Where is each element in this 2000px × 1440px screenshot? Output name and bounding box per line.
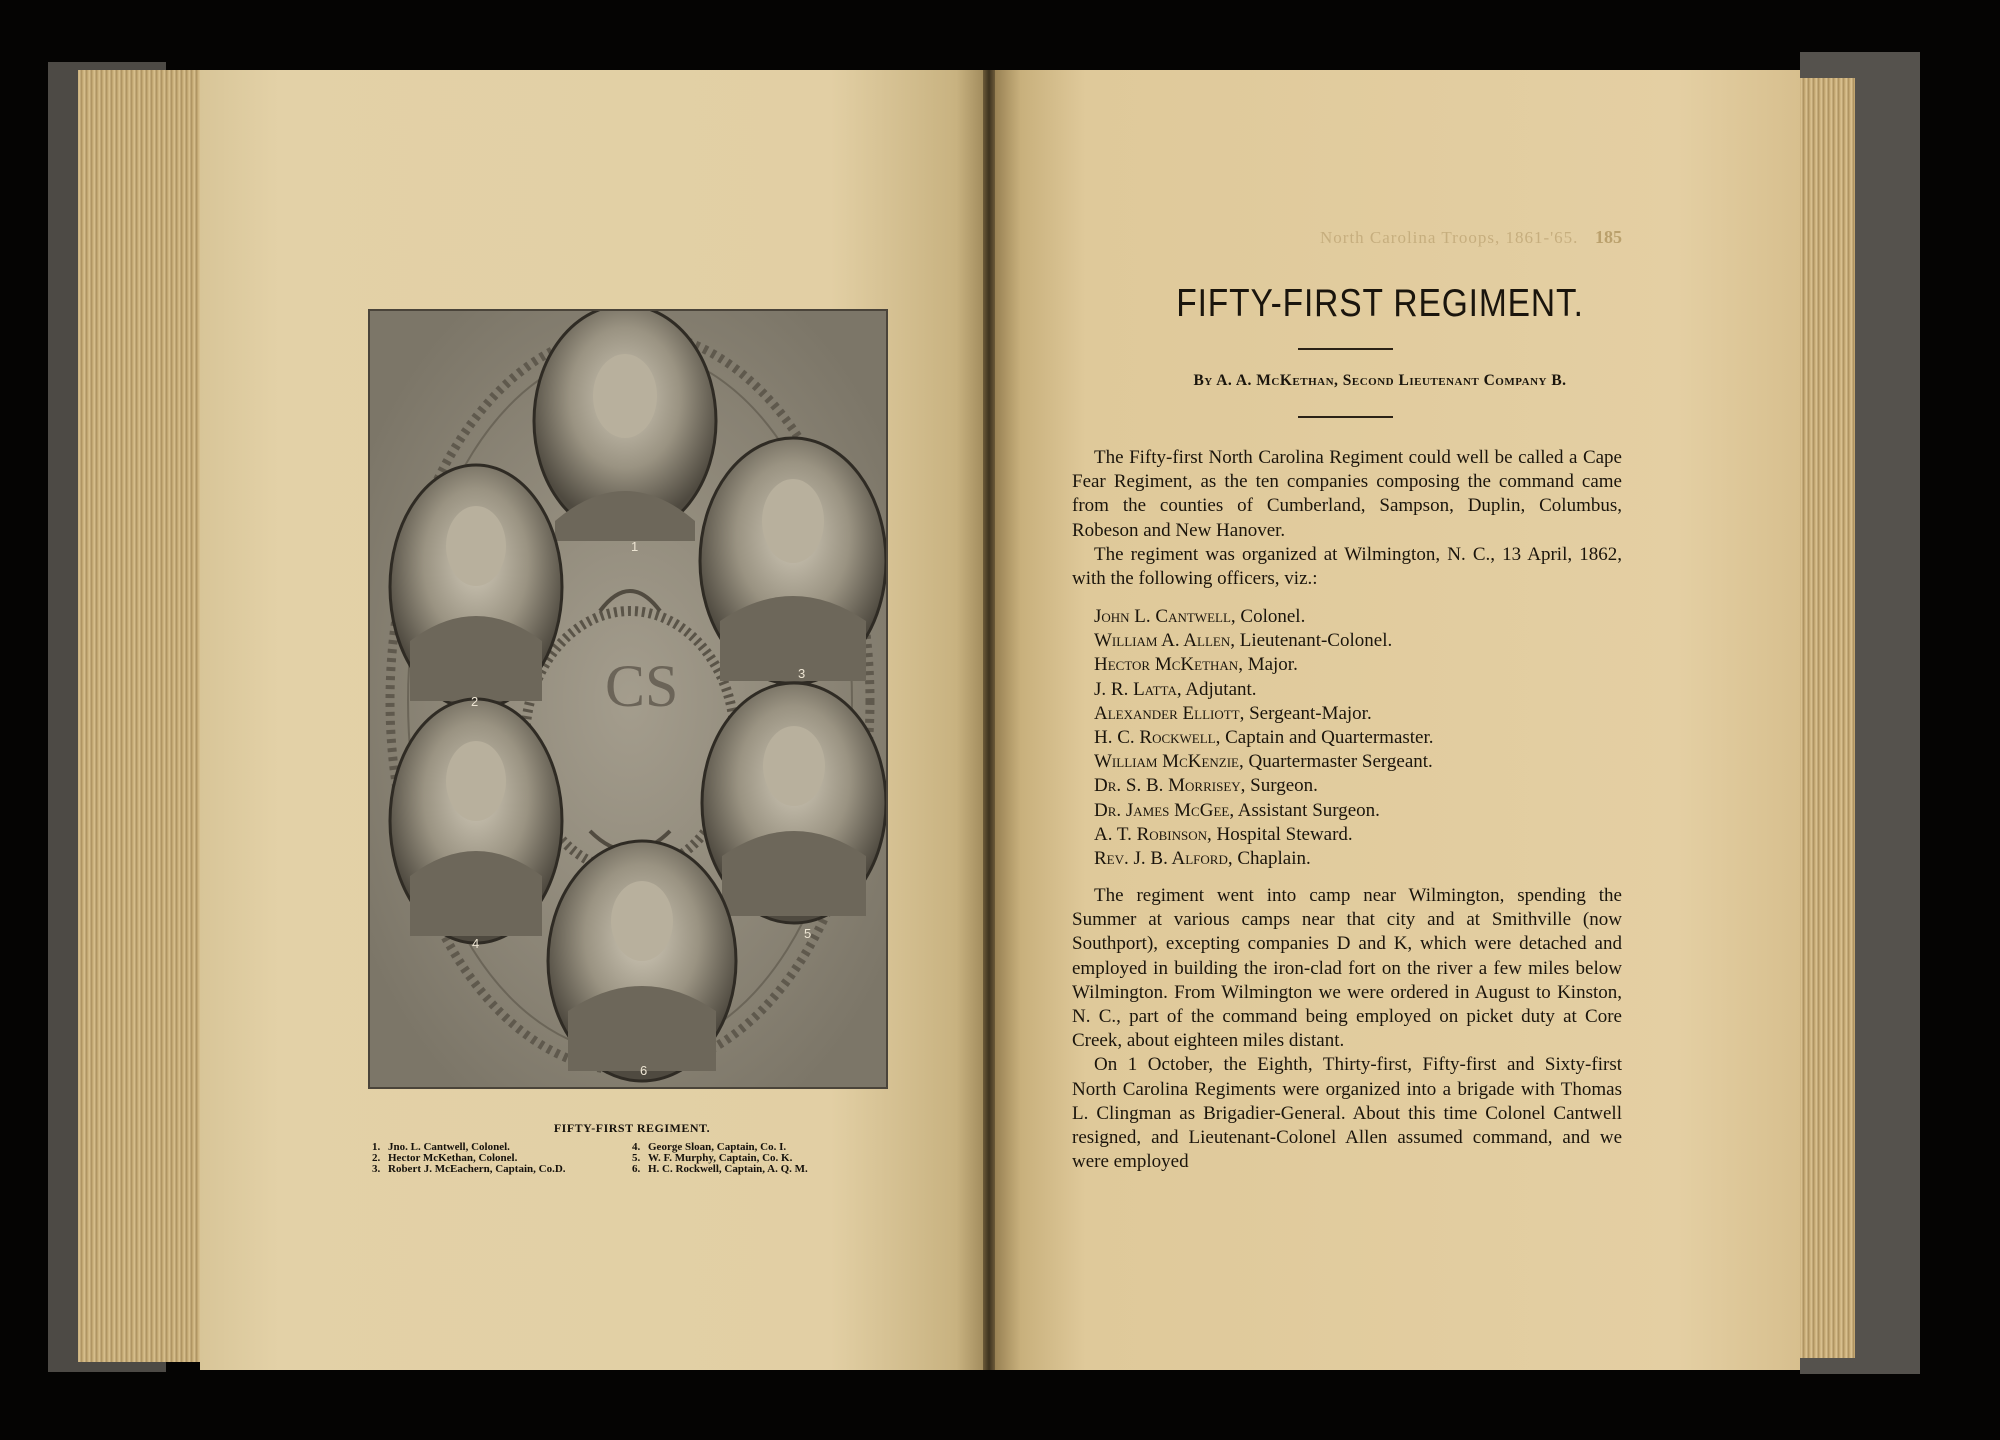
- portrait-number-2: 2: [471, 694, 479, 709]
- caption-item: 3. Robert J. McEachern, Captain, Co.D.: [372, 1163, 566, 1175]
- officer-list: [1094, 605, 1614, 871]
- title-rule: [1298, 348, 1393, 350]
- officer-item: J. R. Latta, Adjutant.: [1094, 678, 1257, 700]
- page-number: 185: [1595, 227, 1622, 247]
- caption-item: 5. W. F. Murphy, Captain, Co. K.: [632, 1152, 793, 1164]
- plate-caption-title: FIFTY-FIRST REGIMENT.: [553, 1121, 711, 1135]
- byline: By A. A. McKethan, Second Lieutenant Company B.: [1193, 372, 1567, 389]
- officer-item: William A. Allen, Lieutenant-Colonel.: [1094, 630, 1393, 652]
- chapter-title: FIFTY-FIRST REGIMENT.: [1176, 282, 1584, 325]
- portrait-number-5: 5: [804, 926, 812, 941]
- caption-item: 6. H. C. Rockwell, Captain, A. Q. M.: [632, 1163, 808, 1175]
- portrait-number-6: 6: [640, 1063, 648, 1078]
- plate-caption: [372, 1121, 892, 1175]
- portrait-3: [700, 438, 886, 684]
- portrait-4: [390, 699, 562, 943]
- caption-column-left: [372, 1142, 632, 1175]
- portrait-plate-artwork: [370, 311, 888, 1089]
- officer-item: H. C. Rockwell, Captain and Quartermaster.: [1094, 727, 1434, 749]
- running-head: North Carolina Troops, 1861-'65.: [1320, 228, 1579, 247]
- page-edges-right: [1795, 78, 1855, 1358]
- book-gutter: [983, 70, 995, 1370]
- portrait-6: [548, 841, 736, 1081]
- portrait-2: [390, 465, 562, 709]
- portrait-number-4: 4: [472, 936, 480, 951]
- paragraph-4: On 1 October, the Eighth, Thirty-first, Fifty-first and Sixty-first North Carolina Regiments were organized into a brigade with Thomas L. Clingman as Brigadier-General. About this time Colonel Cantwell resigned, and Lieutenant-Colonel Allen assumed command, and we were employed: [1072, 1054, 1622, 1173]
- officer-item: John L. Cantwell, Colonel.: [1094, 606, 1306, 627]
- officer-item: William McKenzie, Quartermaster Sergeant.: [1094, 751, 1433, 773]
- byline-rule: [1298, 416, 1393, 418]
- paragraph-2: The regiment was organized at Wilmington, N. C., 13 April, 1862, with the following officers, viz.:: [1072, 543, 1622, 590]
- portrait-number-1: 1: [631, 539, 639, 554]
- paragraph-1: The Fifty-first North Carolina Regiment could well be called a Cape Fear Regiment, as the ten companies composing the command came from the counties of Cumberland, Sampson, Duplin, Columbus, Robeson and New Hanover. The regiment was organized at Wilmington, N. C., 13 April, 1862, with the following officers, viz.:: [1072, 446, 1622, 591]
- svg-text:CS: CS: [605, 653, 679, 719]
- page-edges-left: [78, 70, 208, 1362]
- officer-item: Dr. S. B. Morrisey, Surgeon.: [1094, 775, 1318, 797]
- officer-item: Alexander Elliott, Sergeant-Major.: [1094, 702, 1372, 724]
- paragraph-3: The regiment went into camp near Wilmington, spending the Summer at various camps near that city and at Smithville (now Southport), excepting companies D and K, which were detached and employed in building the iron-clad fort on the river a few miles below Wilmington. From Wilmington we were ordered in August to Kinston, N. C., part of the command being employed on picket duty at Core Creek, about eighteen miles distant. On 1 October, the Eighth, Thirty-first, Fifty-first and Sixty-first North Carolina Regiments were organized into a brigade with Thomas L. Clingman as Brigadier-General. About this time Colonel Cantwell resigned, and Lieutenant-Colonel Allen assumed command, and we were employed: [1072, 884, 1622, 1174]
- portrait-number-3: 3: [798, 666, 806, 681]
- caption-column-right: [632, 1142, 892, 1175]
- officer-item: Hector McKethan, Major.: [1094, 654, 1298, 676]
- officer-item: A. T. Robinson, Hospital Steward.: [1094, 823, 1353, 845]
- caption-item: 1. Jno. L. Cantwell, Colonel.: [372, 1141, 510, 1153]
- caption-item: 4. George Sloan, Captain, Co. I.: [632, 1141, 787, 1153]
- portrait-5: [702, 683, 886, 923]
- caption-item: 2. Hector McKethan, Colonel.: [372, 1152, 518, 1164]
- officer-item: Dr. James McGee, Assistant Surgeon.: [1094, 799, 1380, 821]
- officer-item: Rev. J. B. Alford, Chaplain.: [1094, 848, 1311, 870]
- portrait-plate: [368, 309, 888, 1089]
